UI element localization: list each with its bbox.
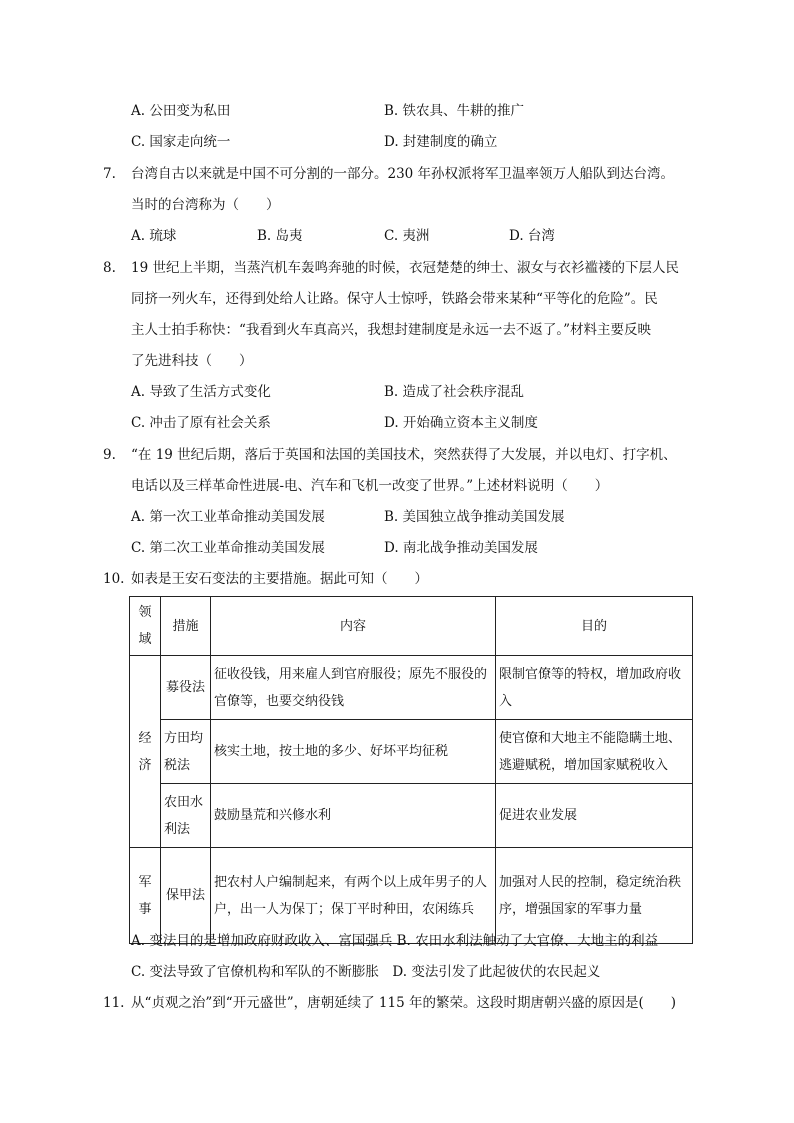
q7-stem-line-1: 台湾自古以来就是中国不可分割的一部分。230 年孙权派将军卫温率领万人船队到达台湾。: [131, 166, 675, 182]
table-cell-measure: 保甲法: [161, 848, 211, 944]
q7-stem-line-2: 当时的台湾称为（ ）: [131, 197, 280, 213]
table-row: [130, 848, 693, 944]
table-cell-measure: 方田均税法: [161, 720, 211, 784]
q9-option-c: C. 第二次工业革命推动美国发展: [131, 540, 325, 556]
table-header-domain: 领域: [130, 597, 161, 656]
q7-option-b: B. 岛夷: [257, 228, 303, 244]
q8-stem-line-4: 了先进科技（ ）: [131, 353, 253, 369]
q9-stem-line-1: “在 19 世纪后期，落后于英国和法国的美国技术，突然获得了大发展，并以电灯、打字机、: [131, 447, 677, 463]
q8-stem-line-1: 19 世纪上半期，当蒸汽机车轰鸣奔驰的时候，衣冠楚楚的绅士、淑女与衣衫褴褛的下层人民: [131, 260, 679, 276]
q9-option-b: B. 美国独立战争推动美国发展: [384, 509, 565, 525]
table-cell-content: 把农村人户编制起来，有两个以上成年男子的人户，出一人为保丁；保丁平时种田，农闲练兵: [211, 848, 496, 944]
q9-stem-line-2: 电话以及三样革命性进展-电、汽车和飞机一改变了世界。”上述材料说明（ ）: [131, 478, 609, 494]
table-cell-purpose: 使官僚和大地主不能隐瞒土地、逃避赋税，增加国家赋税收入: [496, 720, 693, 784]
q9-number: 9.: [103, 447, 116, 463]
q7-option-c: C. 夷洲: [384, 228, 430, 244]
q9-option-a: A. 第一次工业革命推动美国发展: [131, 509, 325, 525]
table-cell-content: 核实土地，按土地的多少、好坏平均征税: [211, 720, 496, 784]
q10-number: 10.: [103, 571, 125, 587]
table-cell-domain-economy: 经济: [130, 656, 161, 848]
table-cell-content: 鼓励垦荒和兴修水利: [211, 784, 496, 848]
q6-option-a: A. 公田变为私田: [131, 103, 231, 119]
table-cell-measure: 农田水利法: [161, 784, 211, 848]
table-cell-content: 征收役钱，用来雇人到官府服役；原先不服役的官僚等，也要交纳役钱: [211, 656, 496, 720]
table-header-purpose: 目的: [496, 597, 693, 656]
table-row: [130, 656, 693, 720]
q7-number: 7.: [103, 166, 116, 182]
q8-option-d: D. 开始确立资本主义制度: [384, 415, 538, 431]
q10-stem: 如表是王安石变法的主要措施。据此可知（ ）: [131, 571, 428, 587]
q8-option-a: A. 导致了生活方式变化: [131, 384, 271, 400]
table-header-content: 内容: [211, 597, 496, 656]
reform-measures-table: [129, 596, 693, 944]
q7-option-d: D. 台湾: [509, 228, 555, 244]
table-row: [130, 784, 693, 848]
q8-option-c: C. 冲击了原有社会关系: [131, 415, 271, 431]
q11-number: 11.: [103, 995, 125, 1011]
q8-option-b: B. 造成了社会秩序混乱: [384, 384, 525, 400]
table-row: [130, 720, 693, 784]
q10-options-line-2: C. 变法导致了官僚机构和军队的不断膨胀 D. 变法引发了此起彼伏的农民起义: [131, 964, 601, 980]
table-cell-purpose: 促进农业发展: [496, 784, 693, 848]
q8-number: 8.: [103, 260, 116, 276]
table-cell-purpose: 限制官僚等的特权，增加政府收入: [496, 656, 693, 720]
table-cell-purpose: 加强对人民的控制，稳定统治秩序，增强国家的军事力量: [496, 848, 693, 944]
q8-stem-line-2: 同挤一列火车，还得到处给人让路。保守人士惊呼，铁路会带来某种“平等化的危险”。民: [131, 291, 658, 307]
table-header-measure: 措施: [161, 597, 211, 656]
table-header-row: [130, 597, 693, 656]
q9-option-d: D. 南北战争推动美国发展: [384, 540, 538, 556]
table-cell-domain-military: 军事: [130, 848, 161, 944]
q8-stem-line-3: 主人士拍手称快：“我看到火车真高兴，我想封建制度是永远一去不返了。”材料主要反映: [131, 322, 652, 338]
q6-option-b: B. 铁农具、牛耕的推广: [384, 103, 525, 119]
q7-option-a: A. 琉球: [131, 228, 177, 244]
q11-stem: 从“贞观之治”到“开元盛世”，唐朝延续了 115 年的繁荣。这段时期唐朝兴盛的原因是( ): [131, 995, 676, 1011]
table-cell-measure: 募役法: [161, 656, 211, 720]
q10-options-line-1: A. 变法目的是增加政府财政收入、富国强兵 B. 农田水利法触动了大官僚、大地主的利益: [131, 933, 659, 949]
q6-option-c: C. 国家走向统一: [131, 134, 231, 150]
q6-option-d: D. 封建制度的确立: [384, 134, 498, 150]
